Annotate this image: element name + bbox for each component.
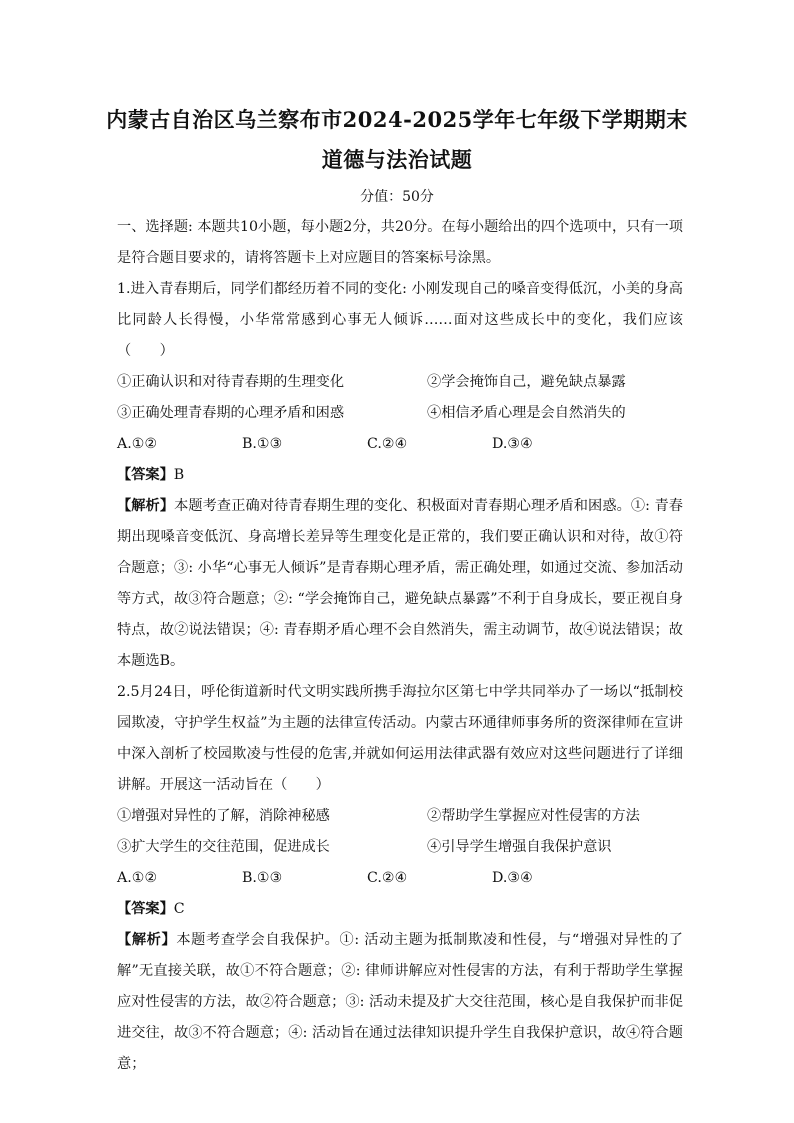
exam-content [117, 212, 683, 1080]
q2-option-1: ①增强对异性的了解，消除神秘感 [117, 808, 330, 824]
q2-choice-d: D.③④ [492, 870, 533, 886]
title-line-2: 道德与法治试题 [321, 147, 473, 172]
q1-choice-c: C.②④ [367, 436, 408, 452]
q2-analysis-label: 【解析】 [117, 932, 177, 948]
q1-answer [117, 460, 683, 491]
q1-options-row-1 [117, 367, 683, 398]
q2-options-row-1 [117, 801, 683, 832]
q2-option-4: ④引导学生增强自我保护意识 [427, 839, 612, 855]
section-instructions: 一、选择题: 本题共10小题，每小题2分，共20分。在每小题给出的四个选项中，只有一项是符合题目要求的，请将答题卡上对应题目的答案标号涂黑。 [117, 219, 683, 266]
q1-stem: 1.进入青春期后，同学们都经历着不同的变化: 小刚发现自己的嗓音变得低沉，小美的身高比同龄人长得慢，小华常常感到心事无人倾诉……面对这些成长中的变化，我们应该（ ） [117, 281, 683, 359]
q2-choices [117, 863, 683, 894]
q1-choice-a: A.①② [117, 436, 158, 452]
q1-answer-label: 【答案】 [117, 467, 174, 483]
q2-answer-label: 【答案】 [117, 901, 174, 917]
q2-answer-value: C [173, 901, 185, 917]
q1-choices [117, 429, 683, 460]
q1-option-1: ①正确认识和对待青春期的生理变化 [117, 374, 345, 390]
score-line: 分值：50分 [360, 189, 434, 205]
q2-choice-b: B.①③ [242, 870, 283, 886]
q2-answer [117, 894, 683, 925]
q2-option-2: ②帮助学生掌握应对性侵害的方法 [427, 808, 640, 824]
q1-analysis-label: 【解析】 [117, 498, 175, 514]
q1-option-2: ②学会掩饰自己，避免缺点暴露 [427, 374, 626, 390]
q1-analysis-text: 本题考查正确对待青春期生理的变化、积极面对青春期心理矛盾和困惑。①: 青春期出现嗓音变低沉、身高增长差异等生理变化是正常的，我们要正确认识和对待，故①符合题意；③: 小华“心事无人倾诉”是青春期心理矛盾，需正确处理，如通过交流、参加活动等方式，故③符合题意；②: “学会掩饰自己，避免缺点暴露”不利于自身成长，要正视自身特点，故②说法错误；④: 青春期矛盾心理不会自然消失，需主动调节，故④说法错误；故本题选B。 [117, 498, 683, 669]
q2-analysis [117, 925, 683, 1080]
q1-option-3: ③正确处理青春期的心理矛盾和困惑 [117, 405, 345, 421]
q1-options-row-2 [117, 398, 683, 429]
q1-choice-d: D.③④ [492, 436, 533, 452]
q2-choice-c: C.②④ [367, 870, 408, 886]
q1-choice-b: B.①③ [242, 436, 283, 452]
q1-option-4: ④相信矛盾心理是会自然消失的 [427, 405, 626, 421]
q2-option-3: ③扩大学生的交往范围，促进成长 [117, 839, 330, 855]
q1-analysis [117, 491, 683, 677]
q2-stem: 2.5月24日，呼伦街道新时代文明实践所携手海拉尔区第七中学共同举办了一场以“抵制校园欺凌，守护学生权益”为主题的法律宣传活动。内蒙古环通律师事务所的资深律师在宣讲中深入剖析了校园欺凌与性侵的危害,并就如何运用法律武器有效应对这些问题进行了详细讲解。开展这一活动旨在（ ） [117, 684, 683, 793]
title-line-1: 内蒙古自治区乌兰察布市2024-2025学年七年级下学期期末 [106, 107, 688, 132]
q1-answer-value: B [173, 467, 185, 483]
q2-options-row-2 [117, 832, 683, 863]
q2-analysis-text: 本题考查学会自我保护。①: 活动主题为抵制欺凌和性侵，与“增强对异性的了解”无直接关联，故①不符合题意；②: 律师讲解应对性侵害的方法，有利于帮助学生掌握应对性侵害的方法，故②符合题意；③: 活动未提及扩大交往范围，核心是自我保护而非促进交往，故③不符合题意；④: 活动旨在通过法律知识提升学生自我保护意识，故④符合题意； [117, 932, 683, 1072]
q2-choice-a: A.①② [117, 870, 158, 886]
